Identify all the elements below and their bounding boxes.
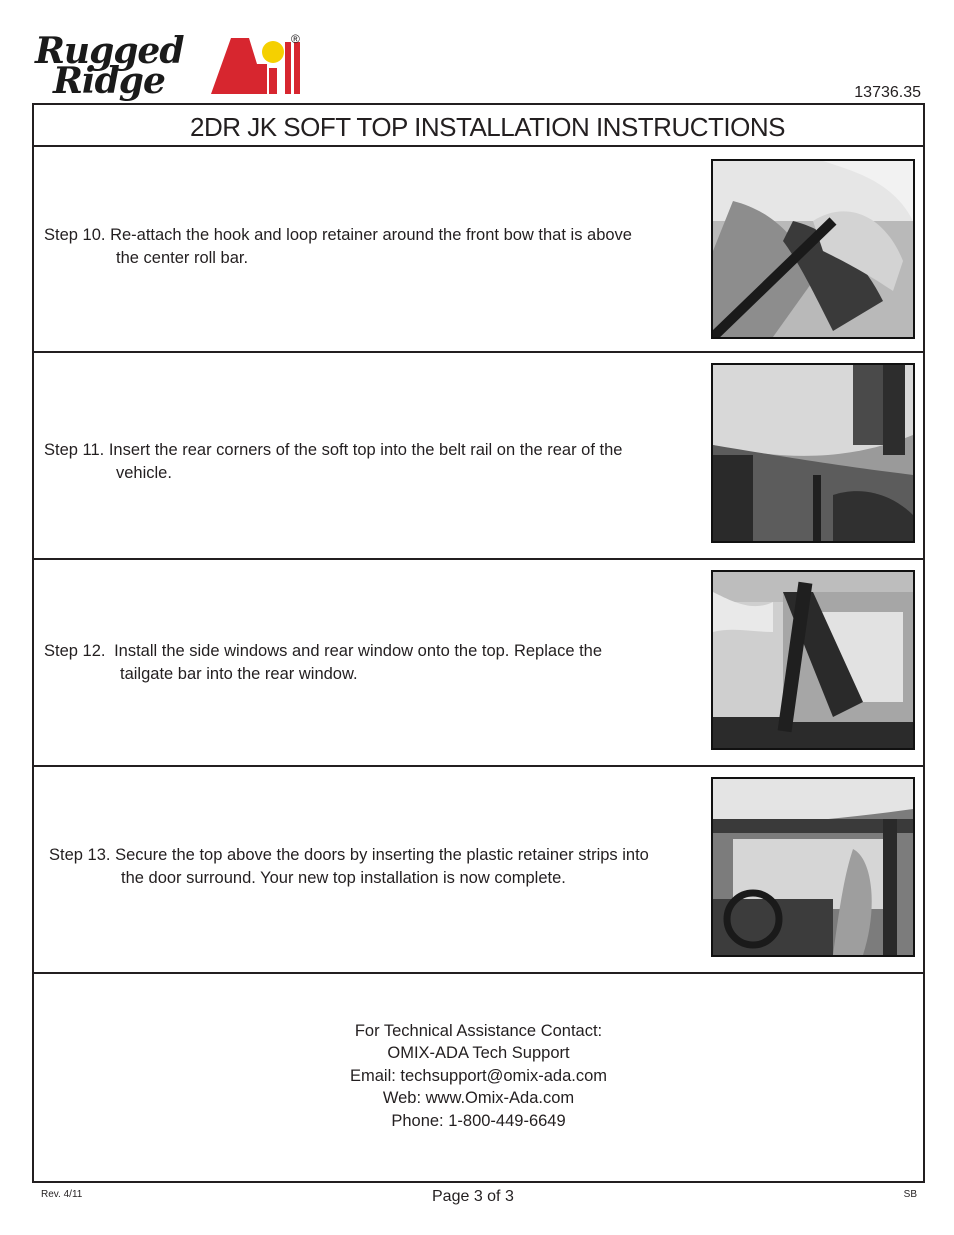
photo-side-window	[711, 570, 915, 750]
registered-mark: ®	[291, 32, 300, 46]
step-row-12	[34, 560, 923, 767]
step-line-2: tailgate bar into the rear window.	[120, 664, 358, 683]
step-line-1: Re-attach the hook and loop retainer around the front bow that is above	[110, 226, 632, 244]
part-number: 13736.35	[854, 84, 921, 101]
photo-door-surround	[711, 777, 915, 957]
step-line-1: Insert the rear corners of the soft top into the belt rail on the rear of the	[108, 441, 623, 459]
instructions-frame	[32, 103, 925, 1183]
step-row-10	[34, 148, 923, 353]
step-label: Step 10.	[44, 226, 106, 244]
revision-note: Rev. 4/11	[41, 1189, 83, 1200]
step-label: Step 13.	[49, 846, 111, 864]
rugged-ridge-logo	[33, 30, 305, 102]
step-label: Step 12.	[44, 642, 106, 660]
step-line-2: the center roll bar.	[116, 248, 249, 267]
contact-web: Web: www.Omix-Ada.com	[382, 1089, 575, 1108]
step-line-2: the door surround. Your new top installation is now complete.	[121, 868, 566, 887]
step-text	[44, 640, 704, 685]
step-label: Step 11.	[44, 441, 105, 459]
contact-heading: For Technical Assistance Contact:	[354, 1022, 603, 1040]
photo-hook-loop-retainer	[711, 159, 915, 339]
photo-belt-rail-corner	[711, 363, 915, 543]
contact-phone: Phone: 1-800-449-6649	[391, 1111, 566, 1130]
page-number: Page 3 of 3	[432, 1188, 514, 1205]
logo-word-ridge: Ridge	[53, 60, 165, 102]
step-text	[44, 439, 704, 484]
contact-email: Email: techsupport@omix-ada.com	[349, 1066, 607, 1085]
step-line-1: Install the side windows and rear window onto the top. Replace the	[114, 642, 603, 660]
step-row-13	[34, 767, 923, 974]
page-title: 2DR JK SOFT TOP INSTALLATION INSTRUCTIONS	[34, 105, 923, 147]
logo-word-rugged: Rugged	[35, 30, 184, 72]
step-text	[44, 224, 704, 269]
step-row-11	[34, 353, 923, 560]
tech-assistance-contact	[34, 1020, 923, 1132]
step-line-1: Secure the top above the doors by inserting the plastic retainer strips into	[115, 846, 649, 864]
step-line-2: vehicle.	[116, 463, 172, 482]
step-text	[49, 844, 709, 889]
contact-company: OMIX-ADA Tech Support	[387, 1044, 570, 1063]
author-initials: SB	[903, 1189, 917, 1200]
